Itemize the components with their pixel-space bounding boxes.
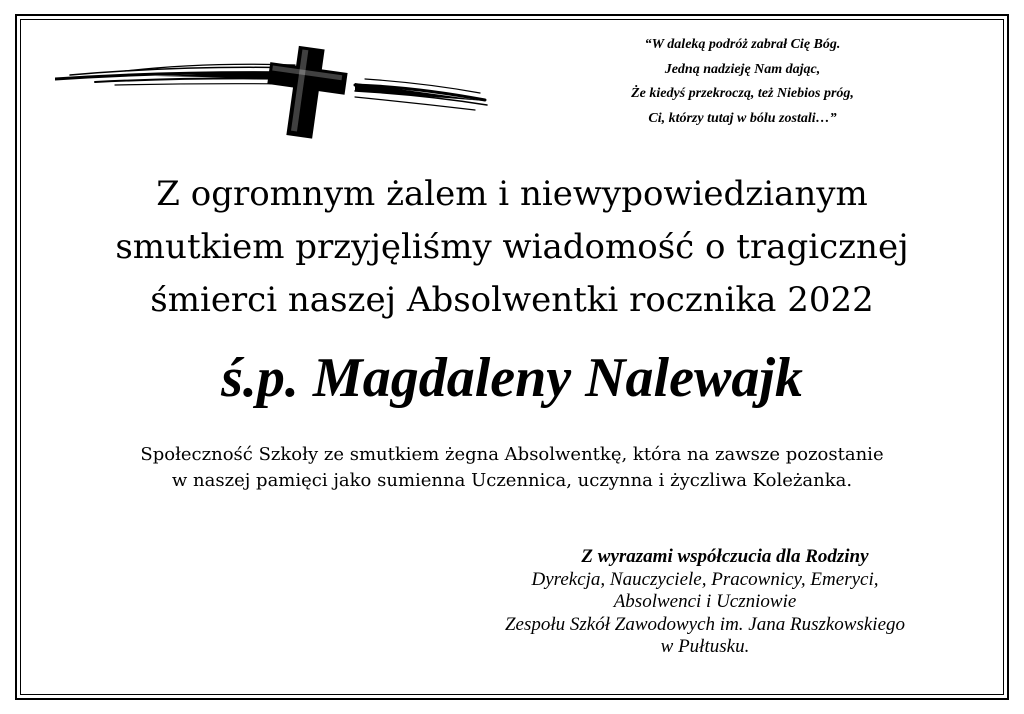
- poem-line: Że kiedyś przekroczą, też Niebios próg,: [631, 86, 854, 101]
- message-line: Społeczność Szkoły ze smutkiem żegna Absolwentkę, która na zawsze pozostanie: [140, 444, 884, 465]
- signature-line: Dyrekcja, Nauczyciele, Pracownicy, Emeryci,: [531, 568, 879, 590]
- poem-quote: [565, 33, 920, 131]
- poem-line: Jedną nadzieję Nam dając,: [664, 61, 821, 77]
- poem-line: “W daleką podróż zabrał Cię Bóg.: [644, 37, 841, 52]
- headline-line: śmierci naszej Absolwentki rocznika 2022: [150, 280, 874, 320]
- headline-line: smutkiem przyjęliśmy wiadomość o tragicznej: [115, 227, 909, 267]
- condolence-message: [40, 442, 984, 494]
- signature-heading: Z wyrazami współczucia dla Rodziny: [581, 546, 869, 567]
- signature-line: Zespołu Szkół Zawodowych im. Jana Ruszkowskiego: [504, 613, 906, 635]
- headline-line: Z ogromnym żalem i niewypowiedzianym: [156, 174, 868, 214]
- poem-line: Ci, którzy tutaj w bólu zostali…”: [648, 110, 837, 126]
- headline: [40, 168, 984, 327]
- signature-block: [440, 546, 970, 659]
- message-line: w naszej pamięci jako sumienna Uczennica, uczynna i życzliwa Koleżanka.: [171, 470, 853, 491]
- signature-line: w Pułtusku.: [660, 636, 750, 657]
- deceased-name: ś.p. Magdaleny Nalewajk: [221, 347, 803, 409]
- cross-with-palm-branch-icon: [55, 35, 495, 155]
- signature-line: Absolwenci i Uczniowie: [613, 591, 797, 612]
